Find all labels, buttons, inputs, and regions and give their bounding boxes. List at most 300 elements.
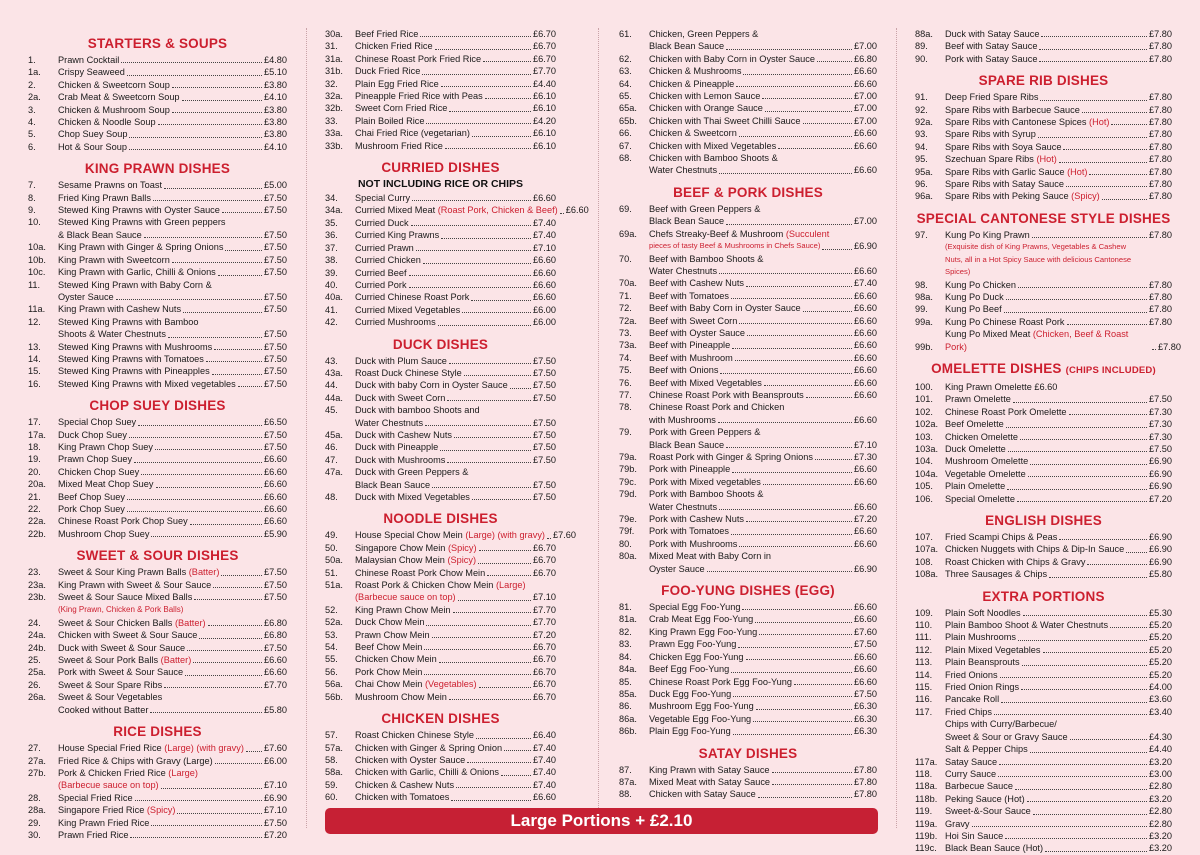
- item-name: [945, 104, 1080, 116]
- item-price: £5.20: [1149, 669, 1172, 680]
- item-price: £6.60: [854, 303, 877, 314]
- leader-dots: [1059, 162, 1147, 163]
- item-price: £7.00: [854, 115, 877, 126]
- item-number: 64.: [619, 78, 632, 89]
- item-name: [58, 279, 212, 291]
- menu-item: [915, 731, 1172, 743]
- item-name-text: Chicken & Mushroom Soup: [58, 104, 170, 115]
- menu-item: [619, 513, 877, 525]
- item-number: 56b.: [325, 691, 343, 702]
- leader-dots: [759, 634, 852, 635]
- item-price: £6.60: [854, 389, 877, 400]
- leader-dots: [994, 714, 1147, 715]
- leader-dots: [547, 538, 551, 539]
- item-number: 118.: [915, 768, 933, 779]
- leader-dots: [449, 363, 531, 364]
- leader-dots: [462, 312, 531, 313]
- item-name: [945, 303, 1002, 315]
- item-name-text: King Prawn with Garlic, Chilli & Onions: [58, 267, 216, 278]
- item-name: [58, 192, 151, 204]
- menu-item: [619, 651, 877, 663]
- item-number: 23a.: [28, 579, 46, 590]
- item-name-text: Roast Chicken with Chips & Gravy: [945, 556, 1086, 567]
- item-name: [649, 53, 815, 65]
- item-price: £6.60: [854, 340, 877, 351]
- menu-item: [915, 291, 1172, 303]
- menu-item: [325, 604, 556, 616]
- item-note: (Batter): [174, 617, 206, 628]
- item-price: £5.30: [1149, 607, 1172, 618]
- leader-dots: [238, 386, 262, 387]
- item-price: £5.00: [264, 180, 287, 191]
- item-name-text: Sweet & Sour Chicken Balls: [58, 617, 173, 628]
- item-number: 75.: [619, 365, 632, 376]
- item-name-text: Fried Onion Rings: [945, 682, 1020, 693]
- leader-dots: [1020, 439, 1147, 440]
- menu-item: [325, 291, 556, 303]
- item-number: 30.: [28, 829, 41, 840]
- menu-section: [28, 548, 287, 716]
- menu-item: [915, 40, 1172, 52]
- item-name-text: Chicken with Sweet & Sour Sauce: [58, 630, 198, 641]
- item-price: £7.80: [1149, 154, 1172, 165]
- item-price: £6.00: [533, 317, 556, 328]
- leader-dots: [1067, 324, 1147, 325]
- item-name-text: Special Egg Foo-Yung: [649, 602, 741, 613]
- menu-item: [619, 538, 877, 550]
- item-number: 11a.: [28, 304, 46, 315]
- item-name-text: Chefs Streaky-Beef & Mushroom: [649, 228, 784, 239]
- leader-dots: [438, 325, 531, 326]
- item-name-text: Roast Pork & Chicken Chow Mein: [355, 580, 494, 591]
- leader-dots: [1041, 36, 1147, 37]
- menu-item: [28, 116, 287, 128]
- item-name: [355, 355, 447, 367]
- menu-item: [325, 779, 556, 791]
- item-name: [355, 304, 460, 316]
- leader-dots: [212, 374, 262, 375]
- item-number: 57a.: [325, 742, 343, 753]
- item-name-text: Duck with Mixed Vegetables: [355, 492, 470, 502]
- menu-item: [28, 755, 287, 767]
- item-name: [58, 365, 210, 377]
- item-note: (Large) (with gravy): [465, 530, 545, 541]
- menu-item: [915, 28, 1172, 40]
- leader-dots: [472, 499, 531, 500]
- menu-section: [325, 337, 556, 504]
- item-name: [58, 691, 162, 703]
- menu-item: [915, 178, 1172, 190]
- item-name-text: King Prawn with Ginger & Spring Onions: [58, 242, 224, 253]
- item-name-text: Stewed King Prawns with Mushrooms: [58, 341, 213, 352]
- menu-item: [915, 531, 1172, 543]
- item-name-text: Deep Fried Spare Ribs: [945, 92, 1039, 103]
- menu-item: [915, 328, 1181, 353]
- leader-dots: [731, 672, 852, 673]
- item-price: £7.80: [1149, 129, 1172, 140]
- menu-item: [28, 779, 287, 791]
- item-name: [58, 179, 162, 191]
- item-name-text: Beef Fried Rice: [355, 29, 419, 39]
- item-number: 85.: [619, 676, 632, 687]
- menu-section: [619, 185, 877, 575]
- item-price: £2.80: [1149, 781, 1172, 792]
- item-price: £6.70: [533, 666, 556, 677]
- leader-dots: [1028, 476, 1147, 477]
- menu-item: [28, 804, 287, 816]
- item-number: 73a.: [619, 340, 637, 351]
- leader-dots: [1082, 112, 1147, 113]
- item-number: 65a.: [619, 103, 637, 114]
- item-name-text: Pork & Chicken Fried Rice: [58, 767, 166, 778]
- item-name: [945, 291, 1004, 303]
- menu-item: [325, 304, 556, 316]
- item-name-text: Chicken Egg Foo-Yung: [649, 651, 744, 662]
- item-price: £7.50: [264, 642, 287, 653]
- leader-dots: [479, 687, 531, 688]
- item-name-text: Duck Fried Rice: [355, 66, 421, 77]
- menu-item: [325, 678, 556, 690]
- section-title-text: STARTERS & SOUPS: [87, 36, 228, 51]
- leader-dots: [187, 650, 262, 651]
- item-name: [355, 229, 439, 241]
- item-name-text: Chop Suey Soup: [58, 129, 128, 140]
- item-number: 77.: [619, 389, 632, 400]
- item-price: £7.50: [264, 205, 287, 216]
- section-title-text: RICE DISHES: [113, 724, 202, 740]
- menu-item: [619, 152, 877, 164]
- item-number: 29.: [28, 817, 41, 828]
- leader-dots: [999, 764, 1147, 765]
- item-number: 38.: [325, 255, 338, 266]
- item-name: [355, 65, 420, 77]
- menu-section: [28, 161, 287, 390]
- item-name-text: Prawn Cocktail: [58, 55, 120, 65]
- menu-item: [619, 764, 877, 776]
- menu-item: [28, 441, 287, 453]
- item-name-text: Oyster Sauce: [58, 291, 114, 302]
- item-note: (Hot): [1067, 166, 1088, 177]
- leader-dots: [449, 699, 531, 700]
- menu-item: [915, 104, 1172, 116]
- section-title: [915, 513, 1172, 529]
- menu-item: [915, 480, 1172, 492]
- item-price: £7.00: [854, 41, 877, 52]
- item-name-text: Stewed King Prawn with Baby Corn &: [58, 279, 212, 290]
- leader-dots: [806, 397, 852, 398]
- section-title: [325, 337, 556, 353]
- leader-dots: [193, 662, 262, 663]
- menu-item: [28, 179, 287, 191]
- item-number: 86b.: [619, 726, 637, 737]
- item-name: [649, 40, 724, 52]
- item-name: [649, 401, 784, 413]
- leader-dots: [134, 462, 262, 463]
- leader-dots: [733, 696, 852, 697]
- item-name: [945, 53, 1037, 65]
- item-number: 108.: [915, 556, 933, 567]
- menu-item: [915, 141, 1172, 153]
- item-name-text: King Prawn Chow Mein: [355, 604, 451, 615]
- item-name-text: Duck with Satay Sauce: [945, 29, 1040, 39]
- item-price: £7.50: [264, 429, 287, 440]
- item-name: [355, 529, 545, 541]
- leader-dots: [1087, 564, 1147, 565]
- item-price: £7.80: [854, 776, 877, 787]
- leader-dots: [416, 250, 531, 251]
- item-name: [58, 704, 148, 716]
- menu-item: [619, 228, 877, 240]
- menu-item: [619, 90, 877, 102]
- item-name-text: Duck with Green Peppers &: [355, 467, 469, 478]
- menu-item: [915, 693, 1172, 705]
- item-name: [355, 53, 481, 65]
- item-price: £2.80: [1149, 806, 1172, 817]
- section-title: [28, 724, 287, 740]
- item-price: £6.60: [854, 352, 877, 363]
- item-name: [649, 725, 731, 737]
- item-price: £6.60: [854, 327, 877, 338]
- item-name-text: Duck with Plum Sauce: [355, 355, 447, 366]
- leader-dots: [425, 425, 531, 426]
- leader-dots: [732, 348, 852, 349]
- menu-item: [28, 666, 287, 678]
- item-name: [58, 254, 170, 266]
- item-price: £7.50: [264, 242, 287, 253]
- leader-dots: [739, 323, 852, 324]
- item-note: (Batter): [188, 567, 220, 578]
- item-name: [58, 128, 127, 140]
- item-price: £6.90: [1149, 481, 1172, 492]
- menu-item: [619, 550, 877, 562]
- leader-dots: [153, 200, 262, 201]
- item-number: 109.: [915, 607, 933, 618]
- item-number: 43.: [325, 355, 338, 366]
- menu-item: [325, 40, 556, 52]
- item-name-text: Black Bean Sauce: [649, 216, 725, 227]
- item-price: £7.80: [1149, 279, 1172, 290]
- item-price: £6.90: [1149, 556, 1172, 567]
- item-number: 88a.: [915, 29, 933, 39]
- item-number: 62.: [619, 53, 632, 64]
- leader-dots: [817, 61, 852, 62]
- item-note: (King Prawn, Chicken & Pork Balls): [58, 605, 184, 615]
- item-name-text: Beef with Baby Corn in Oyster Sauce: [649, 303, 801, 314]
- item-number: 86.: [619, 701, 632, 712]
- item-name: [58, 341, 212, 353]
- item-price: £7.80: [1149, 304, 1172, 315]
- item-number: 76.: [619, 377, 632, 388]
- item-price: £3.80: [264, 117, 287, 128]
- item-name: [649, 613, 753, 625]
- item-name-text: Plain Bamboo Shoot & Water Chestnuts: [945, 620, 1109, 631]
- item-price: £7.80: [854, 764, 877, 775]
- item-price: £6.50: [264, 417, 287, 428]
- item-name: [58, 54, 119, 66]
- leader-dots: [476, 738, 531, 739]
- section-title: [915, 361, 1172, 379]
- item-name: [945, 28, 1039, 40]
- item-number: 51a.: [325, 580, 343, 591]
- item-name: [945, 480, 1005, 492]
- menu-item: [619, 127, 877, 139]
- item-name: [355, 616, 424, 628]
- menu-item: [28, 528, 287, 540]
- leader-dots: [726, 49, 852, 50]
- leader-dots: [199, 638, 262, 639]
- leader-dots: [471, 300, 531, 301]
- leader-dots: [423, 263, 531, 264]
- item-number: 72a.: [619, 315, 637, 326]
- menu-section: [915, 28, 1172, 65]
- item-name: [649, 788, 756, 800]
- item-name-text: Spare Ribs with Syrup: [945, 129, 1036, 140]
- item-number: 119c.: [915, 843, 937, 854]
- item-price: £7.10: [264, 805, 287, 816]
- item-name: [945, 805, 1031, 817]
- item-name-text: Fried Onions: [945, 669, 998, 680]
- item-price: £7.80: [1149, 92, 1172, 103]
- item-name: [58, 666, 183, 678]
- item-note: (Barbecue sauce on top): [355, 592, 456, 603]
- item-number: 68.: [619, 153, 632, 164]
- item-number: 88.: [619, 789, 632, 800]
- item-price: £7.20: [264, 829, 287, 840]
- item-number: 104a.: [915, 468, 938, 479]
- item-price: £5.20: [1149, 644, 1172, 655]
- leader-dots: [815, 459, 852, 460]
- item-number: 57.: [325, 730, 338, 741]
- menu-item: [28, 566, 287, 578]
- item-name-text: Peking Sauce (Hot): [945, 793, 1025, 804]
- leader-dots: [756, 709, 852, 710]
- menu-section: [915, 513, 1172, 581]
- item-number: 119b.: [915, 830, 938, 841]
- item-price: £4.30: [1149, 731, 1172, 742]
- item-name-text: Chicken with Lemon Sauce: [649, 91, 761, 102]
- leader-dots: [439, 662, 531, 663]
- menu-item: [325, 355, 556, 367]
- item-name: [649, 476, 761, 488]
- item-name: [649, 626, 757, 638]
- item-price: £7.70: [264, 679, 287, 690]
- item-price: £6.60: [264, 667, 287, 678]
- menu-item: [915, 607, 1172, 619]
- leader-dots: [440, 450, 531, 451]
- item-price: £7.20: [854, 514, 877, 525]
- item-number: 24.: [28, 617, 41, 628]
- menu-item: [619, 339, 877, 351]
- menu-item: [325, 616, 556, 628]
- item-name: [945, 493, 1015, 505]
- item-number: 58.: [325, 754, 338, 765]
- leader-dots: [762, 98, 852, 99]
- item-number: 108a.: [915, 569, 938, 580]
- leader-dots: [409, 275, 531, 276]
- item-price: £7.80: [1149, 117, 1172, 128]
- item-price: £3.20: [1149, 793, 1172, 804]
- item-price: £4.40: [1149, 744, 1172, 755]
- item-number: 23.: [28, 567, 41, 578]
- leader-dots: [1023, 615, 1147, 616]
- item-name: [945, 718, 1057, 730]
- item-name: [649, 228, 829, 240]
- item-number: 60.: [325, 792, 338, 803]
- item-name: [945, 756, 997, 768]
- item-name-text: Kung Po Beef: [945, 304, 1002, 315]
- item-number: 32a.: [325, 91, 343, 102]
- leader-dots: [719, 173, 852, 174]
- leader-dots: [168, 337, 262, 338]
- item-name: [945, 153, 1057, 165]
- item-name-text: Beef with Sweet Corn: [649, 315, 738, 326]
- item-name: [649, 352, 733, 364]
- item-price: £6.30: [854, 726, 877, 737]
- leader-dots: [183, 312, 262, 313]
- item-name-text: Prawn Fried Rice: [58, 829, 129, 840]
- item-number: 69.: [619, 203, 632, 214]
- item-name: [58, 79, 170, 91]
- leader-dots: [487, 575, 531, 576]
- item-price: £6.90: [1149, 456, 1172, 467]
- menu-item: [915, 656, 1172, 668]
- leader-dots: [1015, 789, 1147, 790]
- item-name-text: Chicken Nuggets with Chips & Dip-In Sauce: [945, 544, 1125, 555]
- menu-item: [28, 829, 287, 841]
- item-name-text: Beef with Oyster Sauce: [649, 327, 746, 338]
- section-title-text: SPECIAL CANTONESE STYLE DISHES: [916, 210, 1171, 226]
- leader-dots: [1022, 665, 1147, 666]
- menu-section: [325, 711, 556, 803]
- item-price: £6.70: [533, 654, 556, 665]
- item-name-text: Special Chop Suey: [58, 417, 137, 428]
- item-name-text: King Prawn with Sweetcorn: [58, 254, 170, 265]
- item-number: 81.: [619, 602, 632, 613]
- item-price: £6.60: [264, 491, 287, 502]
- leader-dots: [742, 609, 852, 610]
- menu-item: [915, 443, 1172, 455]
- menu-item: [619, 389, 877, 401]
- item-name: [649, 525, 729, 537]
- item-name: [945, 793, 1025, 805]
- item-note: (Exquisite dish of King Prawns, Vegetables & Cashew: [945, 242, 1127, 252]
- item-name: [355, 591, 456, 603]
- menu-item: [915, 631, 1172, 643]
- leader-dots: [1111, 124, 1147, 125]
- leader-dots: [441, 86, 531, 87]
- item-number: 49.: [325, 530, 338, 541]
- item-name-text: King Prawn Egg Foo-Yung: [649, 626, 758, 637]
- item-name: [355, 754, 465, 766]
- menu-item: [619, 401, 877, 413]
- leader-dots: [772, 784, 852, 785]
- menu-section: [619, 746, 877, 801]
- leader-dots: [501, 775, 531, 776]
- item-name-text: Singapore Chow Mein: [355, 542, 446, 553]
- item-name: [945, 842, 1043, 854]
- menu-item: [325, 653, 556, 665]
- item-price: £7.50: [533, 380, 556, 391]
- item-number: 81a.: [619, 614, 637, 625]
- item-price: £7.50: [1149, 394, 1172, 405]
- item-note: (Roast Pork, Chicken & Beef): [437, 205, 558, 216]
- item-price: £7.10: [854, 439, 877, 450]
- item-name: [58, 216, 226, 228]
- item-price: £6.60: [533, 279, 556, 290]
- item-name-text: Stewed King Prawns with Pineapples: [58, 366, 210, 377]
- item-number: 35.: [325, 217, 338, 228]
- item-name: [355, 102, 447, 114]
